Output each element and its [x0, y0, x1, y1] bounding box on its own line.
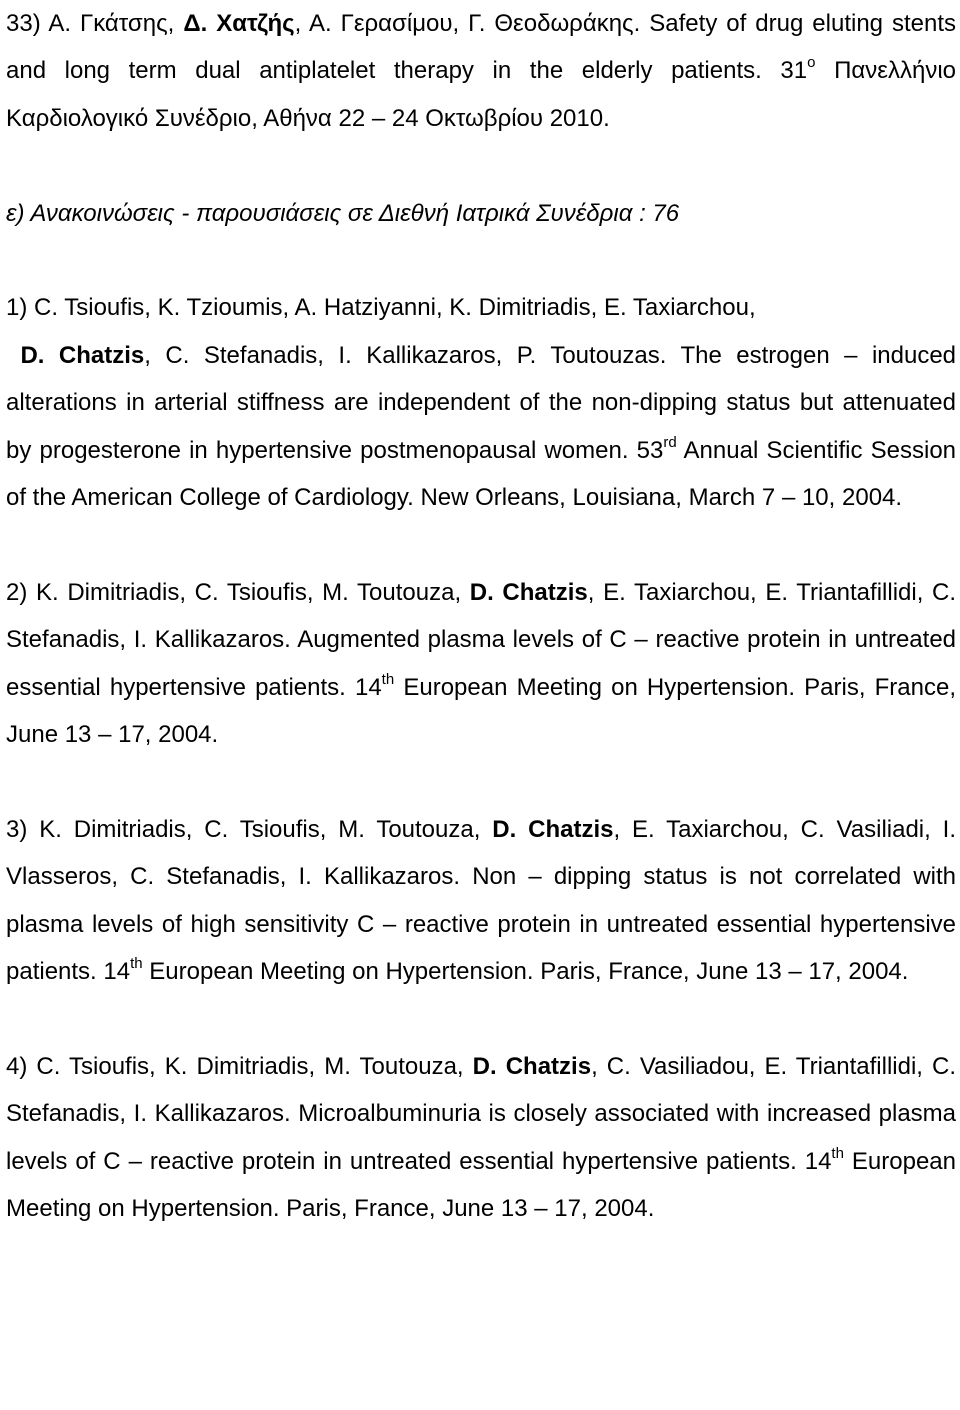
entry-venue: Annual Scientific Session of the American College of Cardiology. New Orleans, Louisiana, March 7 – 10, 2004.	[6, 436, 957, 512]
entry-number: 1)	[6, 294, 28, 322]
entry-number: 4)	[6, 1052, 28, 1080]
spacer	[6, 142, 956, 189]
publication-entry-33	[6, 0, 956, 142]
entry-title: Microalbuminuria is closely associated with increased plasma levels of C – reactive protein in untreated essential hypertensive patients.	[6, 1100, 957, 1175]
entry-number: 2)	[6, 578, 28, 606]
entry-number: 3)	[6, 815, 28, 843]
entry-venue-number: 14	[804, 1147, 832, 1175]
spacer	[6, 995, 956, 1042]
entry-authors-post: , Α. Γερασίμου, Γ. Θεοδωράκης.	[294, 10, 641, 37]
publication-entry-4	[6, 1043, 956, 1233]
entry-venue-number: 53	[636, 436, 664, 464]
section-heading: ε) Ανακοινώσεις - παρουσιάσεις σε Διεθνή Ιατρικά Συνέδρια : 76	[6, 199, 680, 227]
entry-title: Augmented plasma levels of C – reactive protein in untreated essential hypertensive patients.	[6, 626, 957, 701]
entry-venue-superscript: rd	[663, 433, 677, 451]
entry-author-highlight: D. Chatzis	[20, 341, 145, 369]
publication-entry-3	[6, 806, 956, 996]
entry-author-highlight: D. Chatzis	[469, 578, 588, 606]
entry-venue-number: 14	[354, 673, 382, 701]
entry-author-highlight: D. Chatzis	[492, 815, 614, 843]
spacer	[6, 237, 956, 284]
entry-title: Safety of drug eluting stents and long term dual antiplatelet therapy in the elderly patients.	[6, 10, 957, 85]
entry-authors-post: , C. Vasiliadou, E. Triantafillidi, C. Stefanadis, I. Kallikazaros.	[6, 1052, 957, 1128]
entry-venue: European Meeting on Hypertension. Paris, France, June 13 – 17, 2004.	[6, 673, 957, 749]
spacer	[6, 521, 956, 568]
entry-authors-pre: C. Tsioufis, K. Tzioumis, A. Hatziyanni, K. Dimitriadis, E. Taxiarchou,	[34, 294, 756, 322]
entry-venue-superscript: th	[130, 955, 143, 973]
entry-venue: European Meeting on Hypertension. Paris, France, June 13 – 17, 2004.	[6, 1147, 956, 1223]
entry-title: Non – dipping status is not correlated with plasma levels of high sensitivity C – reactive protein in untreated essential hypertensive patients.	[6, 863, 957, 986]
publication-entry-1	[6, 284, 956, 521]
entry-author-highlight: D. Chatzis	[472, 1052, 592, 1080]
entry-venue-superscript: ο	[807, 54, 816, 72]
entry-venue: Πανελλήνιο Καρδιολογικό Συνέδριο, Αθήνα 22 – 24 Οκτωβρίου 2010.	[6, 57, 956, 132]
entry-venue-superscript: th	[831, 1144, 844, 1162]
entry-authors-post: , E. Taxiarchou, C. Vasiliadi, I. Vlasseros, C. Stefanadis, I. Kallikazaros.	[6, 815, 956, 891]
entry-venue: European Meeting on Hypertension. Paris, France, June 13 – 17, 2004.	[149, 958, 909, 986]
document-page	[6, 0, 956, 1232]
entry-number: 33)	[6, 10, 41, 37]
entry-authors-pre: C. Tsioufis, K. Dimitriadis, M. Toutouza,	[36, 1052, 464, 1080]
entry-authors-post: , E. Taxiarchou, E. Triantafillidi, C. Stefanadis, I. Kallikazaros.	[6, 578, 957, 654]
entry-venue-superscript: th	[381, 670, 395, 688]
entry-venue-number: 31	[780, 57, 808, 85]
spacer	[6, 758, 956, 805]
entry-venue-number: 14	[103, 958, 131, 986]
entry-authors-post: , C. Stefanadis, I. Kallikazaros, P. Toutouzas.	[144, 341, 667, 369]
entry-authors-pre: K. Dimitriadis, C. Tsioufis, M. Toutouza,	[36, 578, 462, 606]
entry-author-highlight: Δ. Χατζής	[183, 10, 295, 37]
entry-authors-pre: K. Dimitriadis, C. Tsioufis, M. Toutouza,	[39, 815, 481, 843]
entry-title: The estrogen – induced alterations in arterial stiffness are independent of the non-dipping status but attenuated by progesterone in hypertensive postmenopausal women.	[6, 341, 957, 464]
entry-authors-pre: Α. Γκάτσης,	[48, 10, 184, 37]
publication-entry-2	[6, 569, 956, 759]
